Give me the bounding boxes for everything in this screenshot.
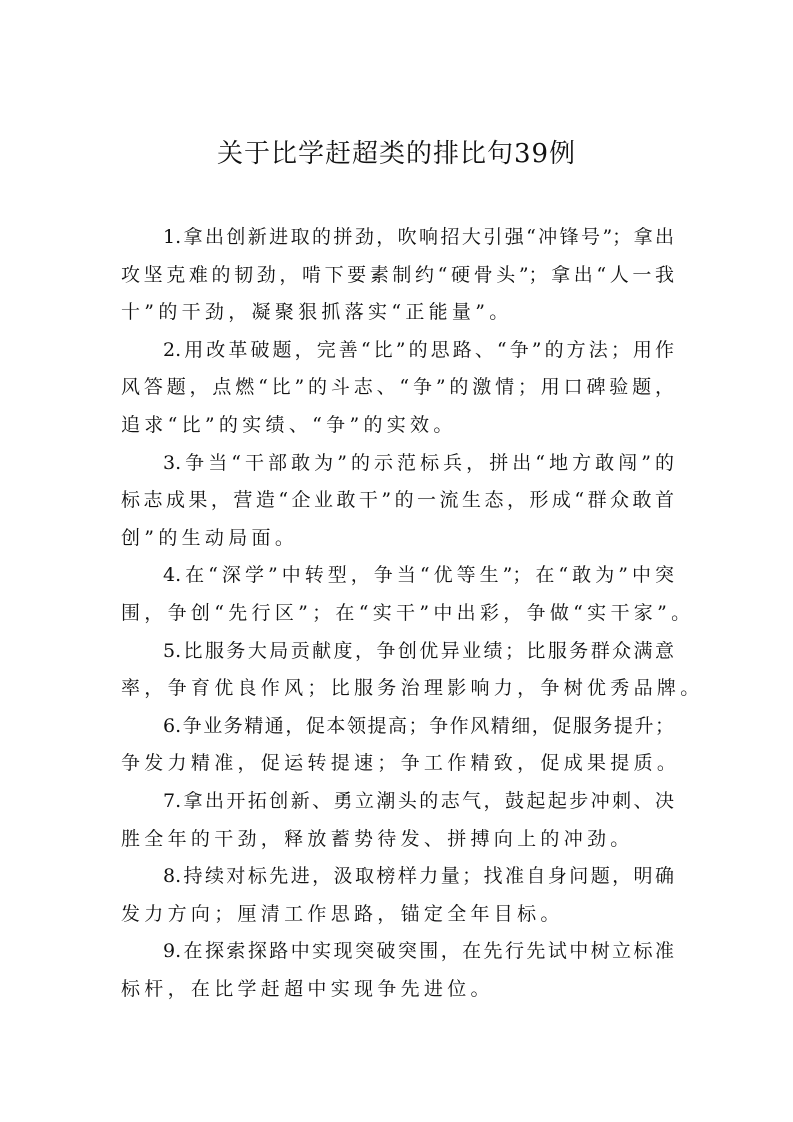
paragraph-line: 十”的干劲，凝聚狠抓落实“正能量”。 <box>121 301 513 324</box>
paragraph-line: 7.拿出开拓创新、勇立潮头的志气，鼓起起步冲刺、决 <box>163 789 674 812</box>
paragraph-line: 争发力精准，促运转提速；争工作精致，促成果提质。 <box>121 752 681 775</box>
paragraph <box>121 933 674 1008</box>
document-title: 关于比学赶超类的排比句39例 <box>216 139 577 169</box>
paragraph-line: 围，争创“先行区”；在“实干”中出彩，争做“实干家”。 <box>121 601 695 624</box>
paragraph-line: 8.持续对标先进，汲取榜样力量；找准自身问题，明确 <box>163 865 674 888</box>
paragraph <box>121 332 674 445</box>
paragraph <box>121 445 674 558</box>
paragraph-line: 6.争业务精通，促本领提高；争作风精细，促服务提升； <box>163 714 674 737</box>
paragraph-line: 9.在探索探路中实现突破突围，在先行先试中树立标准 <box>163 940 674 963</box>
paragraph-line: 标志成果，营造“企业敢干”的一流生态，形成“群众敢首 <box>121 489 674 512</box>
paragraph <box>121 708 681 783</box>
paragraph-line: 1.拿出创新进取的拼劲，吹响招大引强“冲锋号”；拿出 <box>163 226 674 248</box>
paragraph-line: 胜全年的干劲，释放蓄势待发、拼搏向上的冲劲。 <box>121 827 634 850</box>
document-body <box>121 219 704 1008</box>
paragraph-line: 发力方向；厘清工作思路，锚定全年目标。 <box>121 902 564 925</box>
paragraph <box>121 783 674 858</box>
paragraph-line: 2.用改革破题，完善“比”的思路、“争”的方法；用作 <box>163 338 674 361</box>
paragraph-line: 率，争育优良作风；比服务治理影响力，争树优秀品牌。 <box>121 677 704 700</box>
paragraph <box>121 633 704 708</box>
paragraph <box>121 557 695 632</box>
paragraph <box>121 858 674 933</box>
paragraph-line: 3.争当“干部敢为”的示范标兵，拼出“地方敢闯”的 <box>163 451 674 474</box>
paragraph-line: 风答题，点燃“比”的斗志、“争”的激情；用口碑验题， <box>121 376 674 399</box>
paragraph-line: 标杆，在比学赶超中实现争先进位。 <box>121 977 494 1000</box>
paragraph-line: 追求“比”的实绩、“争”的实效。 <box>121 413 457 436</box>
paragraph <box>121 219 674 332</box>
paragraph-line: 5.比服务大局贡献度，争创优异业绩；比服务群众满意 <box>163 639 674 662</box>
paragraph-line: 4.在“深学”中转型，争当“优等生”；在“敢为”中突 <box>163 564 674 587</box>
paragraph-line: 攻坚克难的韧劲，啃下要素制约“硬骨头”；拿出“人一我 <box>121 263 674 286</box>
paragraph-line: 创”的生动局面。 <box>121 526 299 549</box>
